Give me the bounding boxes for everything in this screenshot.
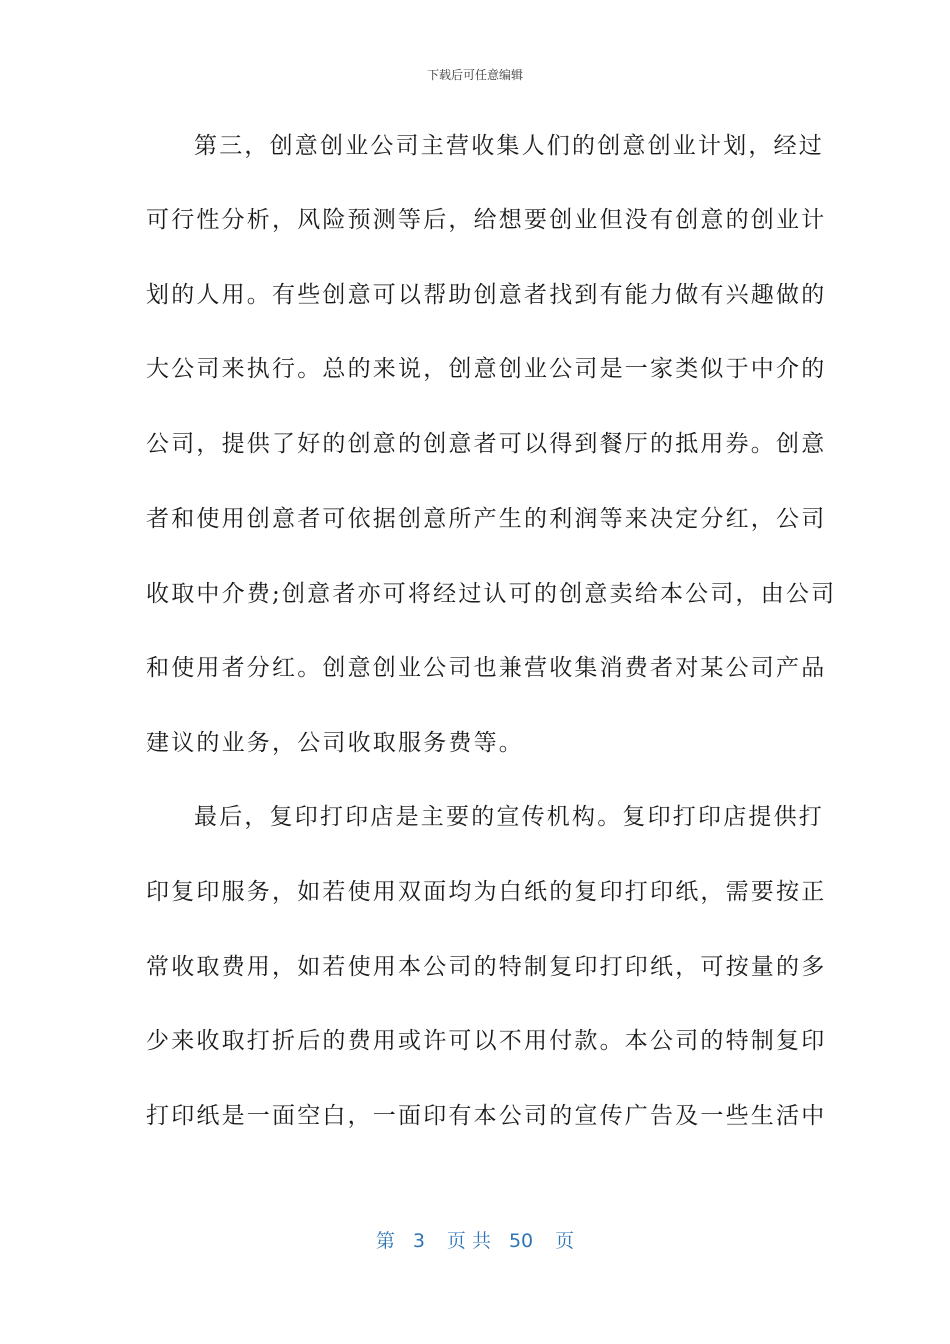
paragraph-line: 打印纸是一面空白，一面印有本公司的宣传广告及一些生活中 <box>146 1103 827 1129</box>
paragraph-line: 第三，创意创业公司主营收集人们的创意创业计划，经过 <box>194 133 824 159</box>
paragraph-line: 常收取费用，如若使用本公司的特制复印打印纸，可按量的多 <box>146 954 827 980</box>
paragraph-line: 印复印服务，如若使用双面均为白纸的复印打印纸，需要按正 <box>146 879 827 905</box>
paragraph-line: 可行性分析，风险预测等后，给想要创业但没有创意的创业计 <box>146 207 827 233</box>
paragraph-line: 收取中介费;创意者亦可将经过认可的创意卖给本公司，由公司 <box>146 581 837 607</box>
current-page-number: 3 <box>412 1230 425 1252</box>
paragraph-line: 建议的业务，公司收取服务费等。 <box>146 730 524 756</box>
paragraph-line: 最后，复印打印店是主要的宣传机构。复印打印店提供打 <box>194 804 824 830</box>
paragraph-line: 少来收取打折后的费用或许可以不用付款。本公司的特制复印 <box>146 1028 827 1054</box>
page-footer <box>0 1226 950 1253</box>
paragraph-line: 划的人用。有些创意可以帮助创意者找到有能力做有兴趣做的 <box>146 282 827 308</box>
paragraph-line: 公司，提供了好的创意的创意者可以得到餐厅的抵用券。创意 <box>146 431 827 457</box>
page-middle-text: 页 共 <box>446 1230 491 1252</box>
page-suffix: 页 <box>555 1230 575 1252</box>
paragraph-line: 和使用者分红。创意创业公司也兼营收集消费者对某公司产品 <box>146 655 827 681</box>
total-pages-number: 50 <box>508 1230 534 1252</box>
paragraph-line: 大公司来执行。总的来说，创意创业公司是一家类似于中介的 <box>146 356 827 382</box>
header-note: 下载后可任意编辑 <box>426 68 523 82</box>
page-prefix: 第 <box>375 1230 395 1252</box>
paragraph-line: 者和使用创意者可依据创意所产生的利润等来决定分红，公司 <box>146 506 827 532</box>
